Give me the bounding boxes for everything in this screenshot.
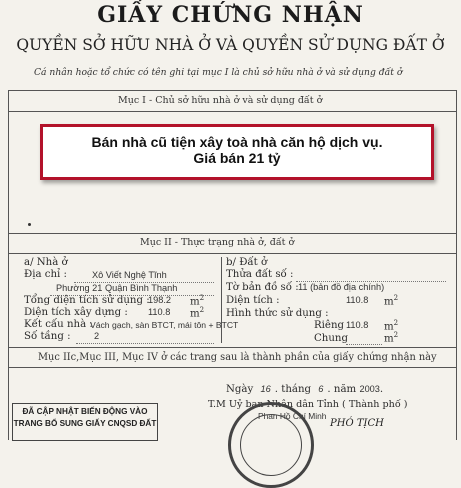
land-area-label: Diện tích : xyxy=(226,295,280,306)
official-seal-inner-ring xyxy=(240,414,302,476)
issue-date: Ngày 16 . tháng 6 . năm 2003. xyxy=(226,384,384,395)
land-area-value: 110.8 xyxy=(346,295,369,305)
land-header: b/ Đất ở xyxy=(226,257,268,268)
private-unit: $m^2$ xyxy=(384,319,399,333)
certificate-title: GIẤY CHỨNG NHẬN xyxy=(97,2,364,28)
divider xyxy=(8,367,457,368)
divider xyxy=(8,347,457,348)
use-label: Hình thức sử dụng : xyxy=(226,308,329,319)
authority-city: Phan Hồ Chí Minh xyxy=(258,411,327,421)
built-area-unit: $m^2$ xyxy=(190,306,205,320)
floors-value: 2 xyxy=(94,331,100,341)
signature-title: PHÓ TỊCH xyxy=(330,418,384,429)
update-stamp xyxy=(12,403,158,441)
total-area-label: Tổng diện tích sử dụng : xyxy=(24,295,150,306)
divider xyxy=(8,233,457,234)
floors-label: Số tầng : xyxy=(24,331,71,342)
section-1-heading: Mục I - Chủ sở hữu nhà ở và sử dụng đất ở xyxy=(118,95,323,106)
address-label: Địa chỉ : xyxy=(24,269,67,280)
divider xyxy=(8,253,457,254)
banner-line-1: Bán nhà cũ tiện xây toà nhà căn hộ dịch vụ. xyxy=(91,134,383,150)
built-area-label: Diện tích xây dựng : xyxy=(24,307,128,318)
divider xyxy=(8,111,457,112)
shared-unit: $m^2$ xyxy=(384,331,399,345)
total-area-unit: $m^2$ xyxy=(190,294,205,308)
built-area-value: 110.8 xyxy=(148,307,171,317)
dot-mark xyxy=(28,223,31,226)
structure-label: Kết cấu nhà : xyxy=(24,319,93,330)
private-label: Riêng xyxy=(314,320,345,331)
address-value: Xô Viết Nghệ Tĩnh xyxy=(92,270,167,280)
continuation-note: Mục IIc,Mục III, Mục IV ở các trang sau là thành phần của giấy chứng nhận này xyxy=(38,352,437,363)
structure-value: Vách gạch, sàn BTCT, mái tôn + BTCT xyxy=(90,320,239,330)
dotted-line xyxy=(76,343,214,344)
total-area-value: 198.2 xyxy=(148,295,171,305)
shared-label: Chung xyxy=(314,333,348,344)
house-header: a/ Nhà ở xyxy=(24,257,68,268)
issuing-authority: T.M Uỷ ban Nhân dân Tỉnh ( Thành phố ) xyxy=(208,399,408,410)
map-label: Tờ bản đồ số : xyxy=(226,282,299,293)
sale-banner xyxy=(40,124,434,180)
plot-label: Thửa đất số : xyxy=(226,269,294,280)
dotted-line xyxy=(346,344,382,345)
column-divider xyxy=(221,257,222,343)
private-value: 110.8 xyxy=(346,320,369,330)
stamp-line-2: TRANG BỔ SUNG GIẤY CNQSD ĐẤT xyxy=(13,419,157,428)
map-value: 11 (bản đồ địa chính) xyxy=(298,282,385,292)
section-2-heading: Mục II - Thực trạng nhà ở, đất ở xyxy=(140,237,295,248)
certificate-subtitle: QUYỀN SỞ HỮU NHÀ Ở VÀ QUYỀN SỬ DỤNG ĐẤT Ở xyxy=(16,36,445,54)
land-area-unit: $m^2$ xyxy=(384,294,399,308)
ward-value: Phường 21 Quận Bình Thạnh xyxy=(56,283,178,293)
intro-text: Cá nhân hoặc tổ chức có tên ghi tại mục I là chủ sở hữu nhà ở và sử dụng đất ở xyxy=(34,67,403,78)
stamp-line-1: ĐÃ CẬP NHẬT BIẾN ĐỘNG VÀO xyxy=(22,407,148,416)
banner-line-2: Giá bán 21 tỷ xyxy=(193,150,281,166)
